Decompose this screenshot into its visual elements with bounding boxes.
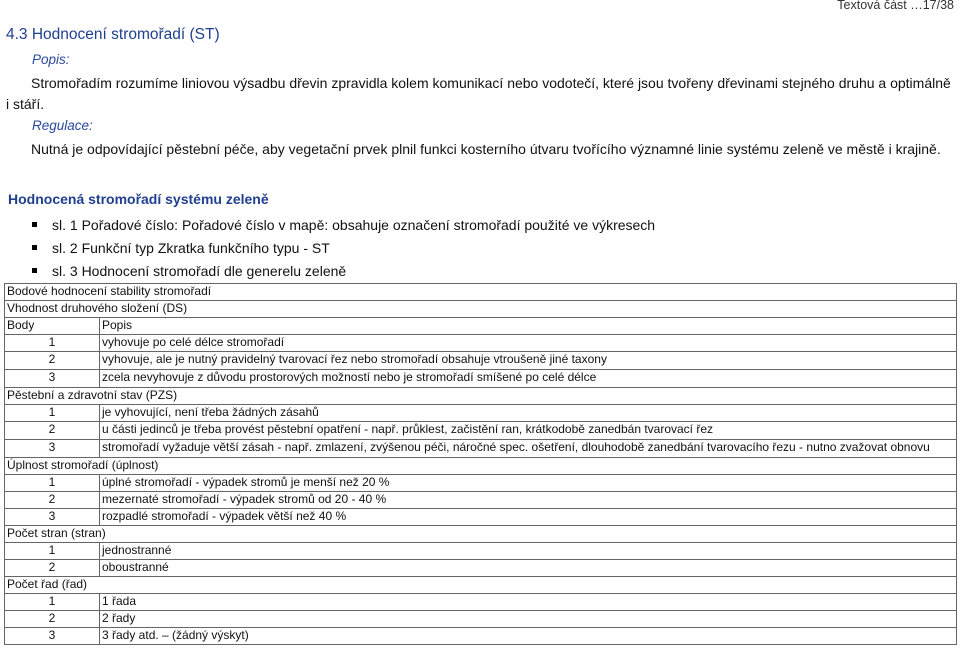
- popis-label: Popis:: [32, 52, 70, 67]
- bullet-text: sl. 1 Pořadové číslo: Pořadové číslo v mapě: obsahuje označení stromořadí použité ve výkresech: [52, 217, 656, 233]
- desc-cell: rozpadlé stromořadí - výpadek větší než 40 %: [100, 509, 957, 526]
- bullet-icon: [32, 222, 37, 227]
- list-item: [32, 261, 655, 284]
- points-cell: 1: [5, 594, 100, 611]
- bullet-text: sl. 2 Funkční typ Zkratka funkčního typu - ST: [52, 240, 330, 256]
- stability-table: [4, 283, 957, 645]
- points-cell: 1: [5, 543, 100, 560]
- points-cell: 1: [5, 335, 100, 352]
- table-row: [5, 492, 957, 509]
- subheading: Hodnocená stromořadí systému zeleně: [8, 191, 269, 207]
- desc-cell: zcela nevyhovuje z důvodu prostorových možností nebo je stromořadí smíšené po celé délce: [100, 370, 957, 388]
- table-row: [5, 475, 957, 492]
- points-cell: 2: [5, 560, 100, 577]
- points-cell: 3: [5, 628, 100, 645]
- bullet-icon: [32, 268, 37, 273]
- group-heading: Počet řad (řad): [5, 577, 957, 594]
- points-cell: 2: [5, 492, 100, 509]
- table-row: [5, 628, 957, 645]
- desc-cell: mezernaté stromořadí - výpadek stromů od 20 - 40 %: [100, 492, 957, 509]
- desc-cell: jednostranné: [100, 543, 957, 560]
- points-cell: 1: [5, 405, 100, 422]
- points-cell: 3: [5, 370, 100, 388]
- table-row: [5, 422, 957, 440]
- table-row: [5, 352, 957, 370]
- group-heading: Pěstební a zdravotní stav (PZS): [5, 388, 957, 405]
- table-row: [5, 543, 957, 560]
- desc-cell: úplné stromořadí - výpadek stromů je menší než 20 %: [100, 475, 957, 492]
- bullet-list: [32, 215, 655, 284]
- points-cell: 2: [5, 611, 100, 628]
- desc-cell: 1 řada: [100, 594, 957, 611]
- col-header-popis: Popis: [100, 318, 957, 335]
- table-title: Bodové hodnocení stability stromořadí: [5, 284, 957, 301]
- group-heading: Úplnost stromořadí (úplnost): [5, 458, 957, 475]
- desc-cell: u části jedinců je třeba provést pěstební opatření - např. průklest, začistění ran, krátkodobě zanedbán tvarovací řez: [100, 422, 957, 440]
- bullet-text: sl. 3 Hodnocení stromořadí dle generelu zeleně: [52, 263, 347, 279]
- table-row: [5, 594, 957, 611]
- section-title: 4.3 Hodnocení stromořadí (ST): [6, 26, 220, 43]
- desc-cell: je vyhovující, není třeba žádných zásahů: [100, 405, 957, 422]
- table-row: [5, 370, 957, 388]
- desc-cell: oboustranné: [100, 560, 957, 577]
- desc-cell: vyhovuje, ale je nutný pravidelný tvarovací řez nebo stromořadí obsahuje vtroušeně jiné taxony: [100, 352, 957, 370]
- table-row: [5, 509, 957, 526]
- desc-cell: vyhovuje po celé délce stromořadí: [100, 335, 957, 352]
- col-header-body: Body: [5, 318, 100, 335]
- group-heading: Počet stran (stran): [5, 526, 957, 543]
- group-heading: Vhodnost druhového složení (DS): [5, 301, 957, 318]
- points-cell: 3: [5, 509, 100, 526]
- table-row: [5, 560, 957, 577]
- desc-cell: 3 řady atd. – (žádný výskyt): [100, 628, 957, 645]
- points-cell: 2: [5, 422, 100, 440]
- desc-cell: stromořadí vyžaduje větší zásah - např. zmlazení, zvýšenou péči, náročné spec. ošetření, dlouhodobě zanedbání tvarovacího řezu - nutno zvažovat obnovu: [100, 440, 957, 458]
- regulace-label: Regulace:: [32, 118, 93, 133]
- page-number: Textová část …17/38: [837, 0, 954, 12]
- list-item: [32, 238, 655, 261]
- popis-text: Stromořadím rozumíme liniovou výsadbu dřevin zpravidla kolem komunikací nebo vodotečí, které jsou tvořeny dřevinami stejného druhu a optimálně i stáří.: [6, 75, 951, 112]
- regulace-text: Nutná je odpovídající pěstební péče, aby vegetační prvek plnil funkci kosterního útvaru tvořícího významné linie systému zeleně ve městě i krajině.: [31, 141, 941, 157]
- bullet-icon: [32, 245, 37, 250]
- points-cell: 3: [5, 440, 100, 458]
- points-cell: 1: [5, 475, 100, 492]
- table-row: [5, 405, 957, 422]
- table-row: [5, 335, 957, 352]
- desc-cell: 2 řady: [100, 611, 957, 628]
- list-item: [32, 215, 655, 238]
- table-row: [5, 611, 957, 628]
- table-row: [5, 440, 957, 458]
- points-cell: 2: [5, 352, 100, 370]
